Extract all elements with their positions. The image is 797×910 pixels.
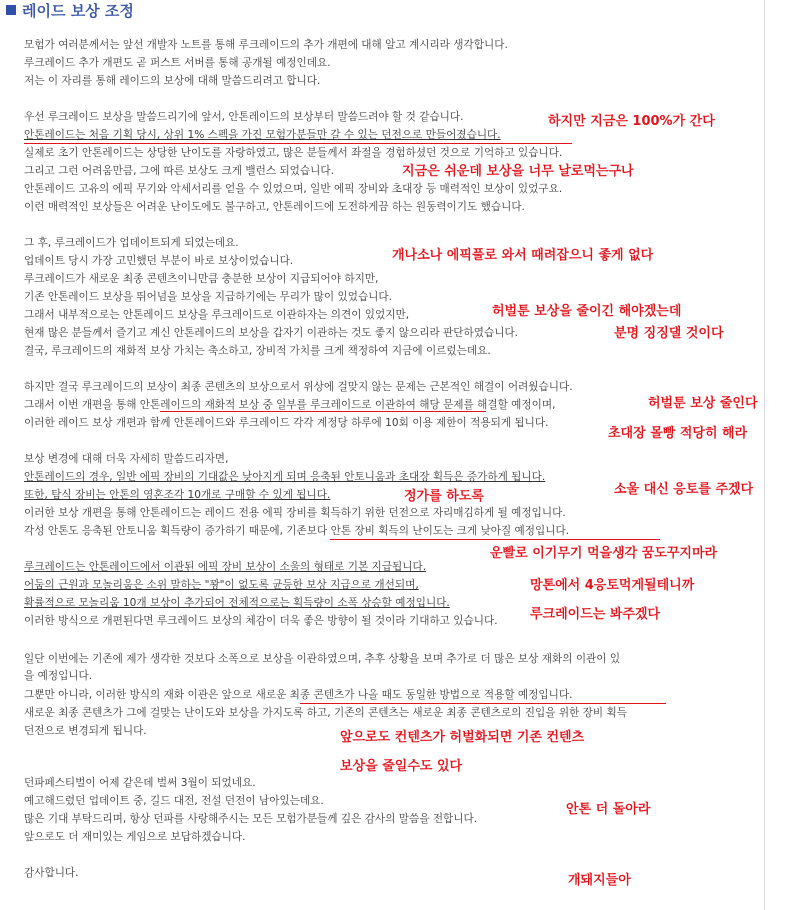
red-annotation: 앞으로도 컨텐츠가 허벌화되면 기존 컨텐츠: [340, 730, 585, 745]
red-underline: [300, 703, 666, 704]
body-line: 결국, 루크레이드의 재화적 보상 가치는 축소하고, 장비적 가치를 크게 책정하여 지금에 이르렀는데요.: [24, 345, 491, 357]
red-annotation: 망톤에서 4응토먹게될테니까: [530, 578, 695, 593]
body-line: 그 후, 루크레이드가 업데이트되게 되었는데요.: [24, 237, 239, 249]
title-square-icon: [6, 5, 16, 15]
body-line: 안톤레이드 고유의 에픽 무기와 악세서리를 얻을 수 있었으며, 일반 에픽 장비와 초대장 등 매력적인 보상이 있었구요.: [24, 183, 563, 195]
body-line: 그래서 이번 개편을 통해 안톤레이드의 재화적 보상 중 일부를 루크레이드로 이관하여 해당 문제를 해결할 예정이며,: [24, 399, 556, 411]
body-line: 저는 이 자리를 통해 레이드의 보상에 대해 말씀드리려고 합니다.: [24, 75, 321, 87]
body-line: 앞으로도 더 재미있는 게임으로 보답하겠습니다.: [24, 831, 246, 843]
red-annotation: 루크레이드는 봐주겠다: [530, 607, 661, 622]
body-line: 많은 기대 부탁드리며, 항상 던파를 사랑해주시는 모든 모험가분들께 깊은 감사의 말씀을 전합니다.: [24, 813, 478, 825]
body-line: 이러한 보상 개편을 통해 안톤레이드는 레이드 전용 에픽 장비를 획득하기 위한 던전으로 자리매김하게 될 예정입니다.: [24, 507, 566, 519]
red-annotation: 지금은 쉬운데 보상을 너무 날로먹는구나: [402, 164, 634, 179]
body-line: 그래서 내부적으로는 안톤레이드 보상을 루크레이드로 이관하자는 의견이 있었지만,: [24, 309, 410, 321]
body-line: 루크레이드가 새로운 최종 콘텐츠이니만큼 충분한 보상이 지급되어야 하지만,: [24, 273, 379, 285]
body-line: 각성 안톤도 응축된 안토니움 획득량이 증가하기 때문에, 기존보다 안톤 장비 획득의 난이도는 크게 낮아질 예정입니다.: [24, 525, 570, 537]
red-annotation: 개나소나 에픽풀로 와서 때려잡으니 좋게 없다: [392, 248, 654, 263]
body-line: 던전으로 변경되게 됩니다.: [24, 725, 147, 737]
body-line: 실제로 초기 안톤레이드는 상당한 난이도를 자랑하였고, 많은 분들께서 좌절을 경험하셨던 것으로 기억하고 있습니다.: [24, 147, 563, 159]
red-underline: [330, 539, 660, 540]
right-border-line: [764, 0, 765, 910]
body-line: 예고해드렸던 업데이트 중, 길드 대전, 전설 던전이 남아있는데요.: [24, 795, 324, 807]
body-line-underlined: 확률적으로 모놀리움 10개 보상이 추가되어 전체적으로는 획득량이 소폭 상승할 예정입니다.: [24, 597, 450, 609]
body-line: 현재 많은 분들께서 즐기고 계신 안톤레이드의 보상을 갑자기 이관하는 것도 좋지 않으리라 판단하였습니다.: [24, 327, 519, 339]
red-annotation: 정가를 하도록: [404, 489, 484, 504]
red-annotation: 허벌툰 보상을 줄이긴 해야겠는데: [492, 304, 682, 319]
body-line-underlined: 또한, 탐식 장비는 안톤의 영혼조각 10개로 구매할 수 있게 됩니다.: [24, 489, 331, 501]
body-line: 을 예정입니다.: [24, 670, 93, 682]
page-title: 레이드 보상 조정: [6, 0, 134, 21]
body-line: 기존 안톤레이드 보상을 뛰어넘을 보상을 지급하기에는 무리가 많이 있었습니다.: [24, 291, 393, 303]
body-line: 던파페스티벌이 어제 같은데 벌써 3월이 되었네요.: [24, 777, 256, 789]
body-line-underlined: 안톤레이드의 경우, 일반 에픽 장비의 기대값은 낮아지게 되며 응축된 안토니움과 초대장 획득은 증가하게 됩니다.: [24, 471, 546, 483]
body-line: 루크레이드 추가 개편도 곧 퍼스트 서버를 통해 공개될 예정인데요.: [24, 57, 331, 69]
red-annotation: 소울 대신 응토를 주겠다: [614, 482, 754, 497]
red-annotation: 하지만 지금은 100%가 간다: [548, 114, 715, 129]
closing-text: 감사합니다.: [24, 867, 79, 879]
body-line: 보상 변경에 대해 더욱 자세히 말씀드리자면,: [24, 453, 229, 465]
body-line-underlined: 안톤레이드는 처음 기획 당시, 상위 1% 스펙을 가진 모험가분들만 갈 수 있는 던전으로 만들어졌습니다.: [24, 129, 501, 141]
body-line-underlined: 어둠의 근원과 모놀리움은 소위 말하는 "꽝"이 없도록 균등한 보상 지급으로 개선되며,: [24, 579, 419, 591]
red-underline: [24, 143, 572, 144]
red-annotation: 안톤 더 돌아라: [566, 802, 651, 817]
body-line: 이런 매력적인 보상들은 어려운 난이도에도 불구하고, 안톤레이드에 도전하게끔 하는 원동력이기도 했습니다.: [24, 201, 525, 213]
body-line: 업데이트 당시 가장 고민했던 부분이 바로 보상이었습니다.: [24, 255, 294, 267]
body-line: 하지만 결국 루크레이드의 보상이 최종 콘텐츠의 보상으로서 위상에 걸맞지 않는 문제는 근본적인 해결이 어려웠습니다.: [24, 381, 573, 393]
red-annotation: 허벌툰 보상 줄인다: [648, 396, 758, 411]
body-line: 일단 이번에는 기존에 제가 생각한 것보다 소폭으로 보상을 이관하였으며, 추후 상황을 보며 추가로 더 많은 보상 재화의 이관이 있: [24, 653, 621, 665]
body-line: 이러한 레이드 보상 개편과 함께 안톤레이드와 루크레이드 각각 계정당 하루에 10회 이용 제한이 적용되게 됩니다.: [24, 417, 549, 429]
red-underline: [160, 411, 486, 412]
body-line: 그리고 그런 어려움만큼, 그에 따른 보상도 크게 밸런스 되었습니다.: [24, 165, 334, 177]
red-annotation: 운빨로 이기무기 먹을생각 꿈도꾸지마라: [490, 546, 718, 561]
red-annotation: 보상을 줄일수도 있다: [340, 759, 463, 774]
red-annotation: 개돼지들아: [568, 873, 631, 888]
red-annotation: 분명 징징댈 것이다: [614, 326, 724, 341]
body-line: 모험가 여러분께서는 앞선 개발자 노트를 통해 루크레이드의 추가 개편에 대해 알고 계시리라 생각합니다.: [24, 39, 508, 51]
body-line: 이러한 방식으로 개편된다면 루크레이드 보상의 체감이 더욱 좋은 방향이 될 것이라 기대하고 있습니다.: [24, 615, 498, 627]
body-line: 새로운 최종 콘텐츠가 그에 걸맞는 난이도와 보상을 가지도록 하고, 기존의 콘텐츠는 새로운 최종 콘텐츠로의 진입을 위한 장비 획득: [24, 707, 627, 719]
body-line-underlined: 루크레이드는 안톤레이드에서 이관된 에픽 장비 보상이 소울의 형태로 기본 지급됩니다.: [24, 561, 427, 573]
body-line: 우선 루크레이드 보상을 말씀드리기에 앞서, 안톤레이드의 보상부터 말씀드려야 할 것 같습니다.: [24, 111, 464, 123]
body-line: 그뿐만 아니라, 이러한 방식의 재화 이관은 앞으로 새로운 최종 콘텐츠가 나올 때도 동일한 방법으로 적용할 예정입니다.: [24, 689, 573, 701]
red-annotation: 초대장 몰빵 적당히 해라: [608, 426, 748, 441]
